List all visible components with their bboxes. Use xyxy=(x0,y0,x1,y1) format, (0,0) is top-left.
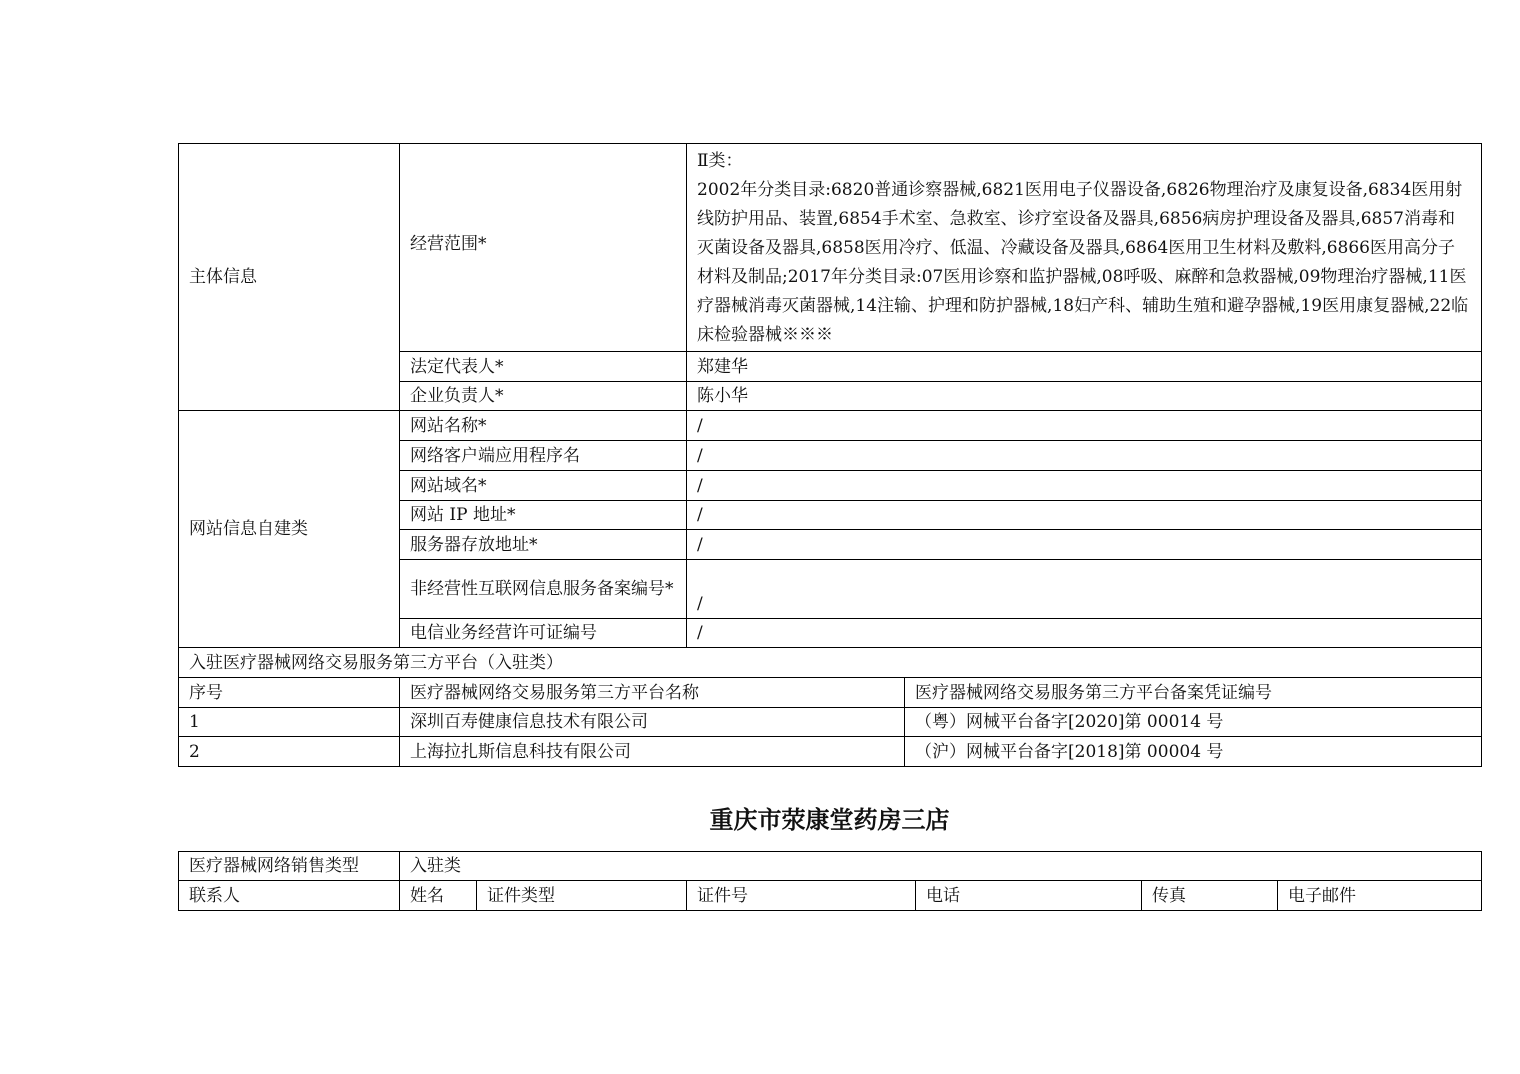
website-row-value: / xyxy=(687,501,1482,530)
contact-col-id-no: 证件号 xyxy=(687,881,916,911)
registration-table-1 xyxy=(178,143,1482,767)
scope-class: Ⅱ类： xyxy=(697,151,743,171)
platform-row-no: 2 xyxy=(179,737,400,767)
platform-row-name: 深圳百寿健康信息技术有限公司 xyxy=(400,708,905,737)
main-info-label: 主体信息 xyxy=(179,144,400,411)
manager-value: 陈小华 xyxy=(687,382,1482,411)
registration-table-2 xyxy=(178,851,1482,911)
platform-col-name: 医疗器械网络交易服务第三方平台名称 xyxy=(400,678,905,708)
company-title: 重庆市荥康堂药房三店 xyxy=(709,805,950,834)
contact-col-id-type: 证件类型 xyxy=(477,881,687,911)
manager-label: 企业负责人* xyxy=(400,382,687,411)
website-info-label: 网站信息自建类 xyxy=(179,411,400,648)
website-row-value: / xyxy=(687,560,1482,619)
platform-row-cert: （粤）网械平台备字[2020]第 00014 号 xyxy=(905,708,1482,737)
contact-col-fax: 传真 xyxy=(1142,881,1278,911)
website-row-value: / xyxy=(687,530,1482,560)
website-row-label: 网站名称* xyxy=(400,411,687,441)
website-row-value: / xyxy=(687,441,1482,471)
website-row-label: 网站域名* xyxy=(400,471,687,501)
website-row-value: / xyxy=(687,411,1482,441)
platform-col-no: 序号 xyxy=(179,678,400,708)
website-row-label: 网络客户端应用程序名 xyxy=(400,441,687,471)
scope-value xyxy=(687,144,1482,352)
legal-rep-value: 郑建华 xyxy=(687,352,1482,382)
contact-col-email: 电子邮件 xyxy=(1278,881,1482,911)
sales-type-label: 医疗器械网络销售类型 xyxy=(179,852,400,881)
platform-col-cert: 医疗器械网络交易服务第三方平台备案凭证编号 xyxy=(905,678,1482,708)
website-row-label: 非经营性互联网信息服务备案编号* xyxy=(400,560,687,619)
platform-heading: 入驻医疗器械网络交易服务第三方平台（入驻类） xyxy=(179,648,1482,678)
contact-col-name: 姓名 xyxy=(400,881,477,911)
legal-rep-label: 法定代表人* xyxy=(400,352,687,382)
platform-row-name: 上海拉扎斯信息科技有限公司 xyxy=(400,737,905,767)
website-row-label: 网站 IP 地址* xyxy=(400,501,687,530)
website-row-value: / xyxy=(687,619,1482,648)
contact-label: 联系人 xyxy=(179,881,400,911)
contact-col-phone: 电话 xyxy=(916,881,1142,911)
website-row-value: / xyxy=(687,471,1482,501)
sales-type-value: 入驻类 xyxy=(400,852,1482,881)
scope-text: 2002年分类目录:6820普通诊察器械,6821医用电子仪器设备,6826物理治疗及康复设备,6834医用射线防护用品、装置,6854手术室、急救室、诊疗室设备及器具,6856病房护理设备及器具,6857消毒和灭菌设备及器具,6858医用冷疗、低温、冷藏设备及器具,6864医用卫生材料及敷料,6866医用高分子材料及制品;2017年分类目录:07医用诊察和监护器械,08呼吸、麻醉和急救器械,09物理治疗器械,11医疗器械消毒灭菌器械,14注输、护理和防护器械,18妇产科、辅助生殖和避孕器械,19医用康复器械,22临床检验器械※※※ xyxy=(697,180,1469,345)
platform-row-no: 1 xyxy=(179,708,400,737)
website-row-label: 服务器存放地址* xyxy=(400,530,687,560)
scope-label: 经营范围* xyxy=(400,144,687,352)
platform-row-cert: （沪）网械平台备字[2018]第 00004 号 xyxy=(905,737,1482,767)
website-row-label: 电信业务经营许可证编号 xyxy=(400,619,687,648)
